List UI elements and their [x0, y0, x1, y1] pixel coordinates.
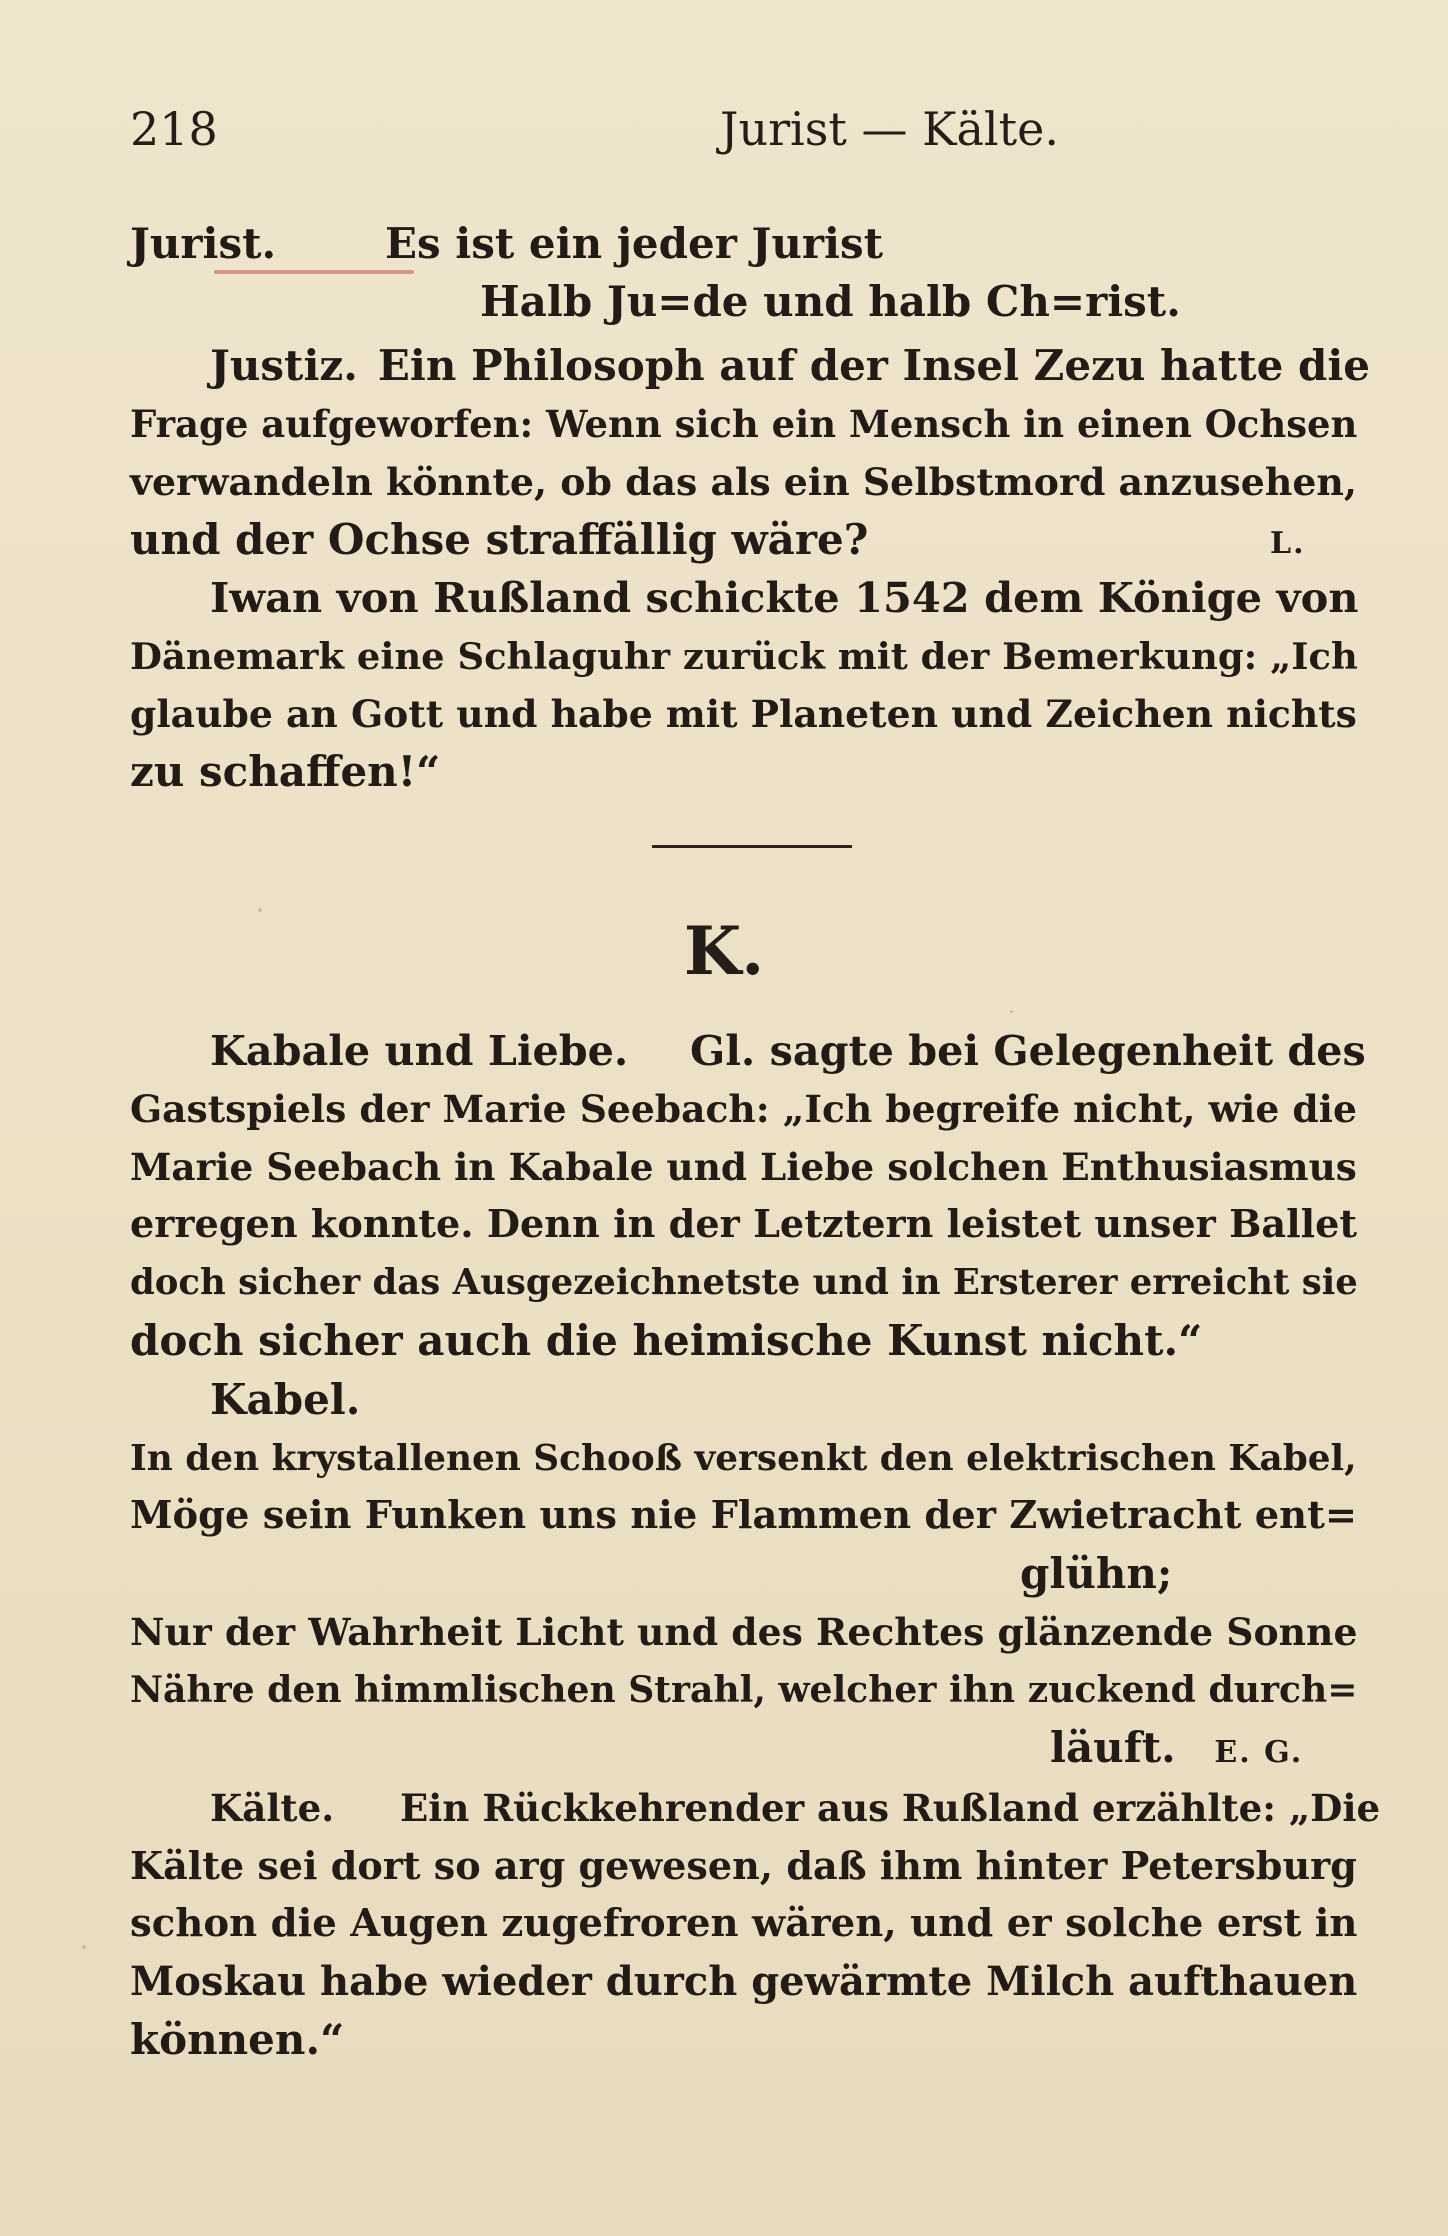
paper-speck [258, 908, 262, 912]
verse-line: Nähre den himmlischen Strahl, welcher ihn zuckend durch= [130, 1668, 1358, 1711]
text-segment: Gl. sagte bei Gelegenheit des [690, 1026, 1366, 1075]
text-line: zu schaffen!“ [130, 747, 441, 796]
page-number: 218 [130, 102, 218, 156]
entry-jurist-line-1 [130, 218, 1370, 270]
text-line: erregen konnte. Denn in der Letztern leistet unser Ballet [130, 1202, 1358, 1247]
entry-kaelte-line-1 [210, 1782, 1381, 1834]
text-line: können.“ [130, 2015, 345, 2064]
entry-head-kabale: Kabale und Liebe. [210, 1026, 629, 1075]
pencil-underline-mark [214, 270, 414, 274]
section-divider [652, 845, 852, 848]
running-head-title: Jurist — Kälte. [720, 102, 1059, 156]
paper-speck [1010, 1010, 1013, 1013]
entry-head-kabel: Kabel. [210, 1375, 361, 1424]
verse-line: In den krystallenen Schooß versenkt den elektrischen Kabel, [130, 1437, 1357, 1479]
paper-speck [82, 1945, 86, 1949]
entry-head-jurist: Jurist. [130, 219, 277, 268]
text-line: Iwan von Rußland schickte 1542 dem Könige von [210, 573, 1359, 622]
text-line: doch sicher auch die heimische Kunst nicht.“ [130, 1316, 1203, 1365]
signature: E. G. [1214, 1735, 1304, 1770]
running-head [130, 102, 1370, 158]
text-line: verwandeln könnte, ob das als ein Selbstmord anzusehen, [130, 459, 1358, 504]
text-segment: läuft. [1050, 1723, 1176, 1772]
entry-kabale-line-1 [210, 1025, 1370, 1077]
text-line: Kälte sei dort so arg gewesen, daß ihm hinter Petersburg [130, 1843, 1357, 1888]
text-line: Dänemark eine Schlaguhr zurück mit der Bemerkung: „Ich [130, 634, 1358, 678]
text-line: Gastspiels der Marie Seebach: „Ich begreife nicht, wie die [130, 1087, 1357, 1131]
section-letter: K. [683, 912, 765, 990]
text-line: Frage aufgeworfen: Wenn sich ein Mensch in einen Ochsen [130, 402, 1358, 446]
verse-line: Es ist ein jeder Jurist [385, 219, 884, 268]
text-line: Ein Philosoph auf der Insel Zezu hatte die [377, 341, 1370, 390]
verse-line-continuation [1050, 1722, 1370, 1779]
text-segment: und der Ochse straffällig wäre? [130, 515, 869, 564]
text-segment: Ein Rückkehrender aus Rußland erzählte: „Die [400, 1786, 1381, 1830]
entry-head-justiz: Justiz. [210, 341, 358, 390]
entry-head-kaelte: Kälte. [210, 1786, 335, 1830]
text-line: glaube an Gott und habe mit Planeten und Zeichen nichts [130, 692, 1357, 736]
text-line: Moskau habe wieder durch gewärmte Milch aufthauen [130, 1958, 1358, 2005]
signature: L. [1270, 526, 1306, 561]
text-line: schon die Augen zugefroren wären, und er solche erst in [130, 1901, 1358, 1946]
entry-justiz-line-1 [130, 340, 1370, 392]
text-line [130, 514, 1370, 566]
verse-line-continuation: glühn; [1020, 1549, 1173, 1598]
text-line: doch sicher das Ausgezeichnetste und in Ersterer erreicht sie [130, 1262, 1358, 1303]
verse-line: Nur der Wahrheit Licht und des Rechtes glänzende Sonne [130, 1610, 1358, 1654]
entry-jurist-line-2: Halb Ju=de und halb Ch=rist. [480, 277, 1181, 326]
text-line: Marie Seebach in Kabale und Liebe solchen Enthusiasmus [130, 1145, 1357, 1189]
verse-line: Möge sein Funken uns nie Flammen der Zwietracht ent= [130, 1493, 1357, 1538]
